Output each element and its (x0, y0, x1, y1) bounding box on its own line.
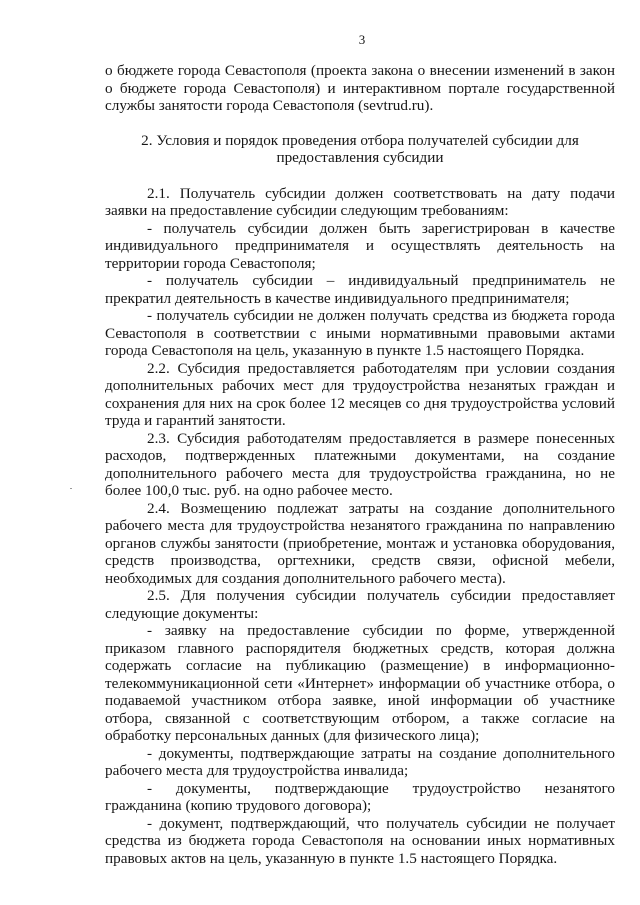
document-employment: - документы, подтверждающие трудоустройство незанятого гражданина (копию трудового договора); (105, 779, 615, 814)
paragraph-2-4: 2.4. Возмещению подлежат затраты на создание дополнительного рабочего места для трудоустройства незанятого гражданина по направлению органов службы занятости (приобретение, монтаж и установка оборудования, средств производства, оргтехники, средств связи, офисной мебели, необходимых для создания дополнительного рабочего места). (105, 499, 615, 587)
paragraph-2-3: 2.3. Субсидия работодателям предоставляется в размере понесенных расходов, подтвержденных платежными документами, на создание дополнительного рабочего места для трудоустройства гражданина, но не более 100,0 тыс. руб. на одно рабочее место. (105, 429, 615, 499)
intro-paragraph: о бюджете города Севастополя (проекта закона о внесении изменений в закон о бюджете города Севастополя) и интерактивном портале государственной службы занятости города Севастополя (sevtrud.ru). (105, 62, 615, 114)
scan-mark (70, 488, 72, 489)
document-no-other-funds: - документ, подтверждающий, что получатель субсидии не получает средства из бюджета города Севастополя на основании иных нормативных правовых актов на цель, указанную в пункте 1.5 настоящего Порядка. (105, 814, 615, 867)
paragraph-2-1: 2.1. Получатель субсидии должен соответствовать на дату подачи заявки на предоставление субсидии следующим требованиям: (105, 184, 615, 219)
requirement-active: - получатель субсидии – индивидуальный предприниматель не прекратил деятельность в качестве индивидуального предпринимателя; (105, 272, 615, 307)
section-heading: 2. Условия и порядок проведения отбора получателей субсидии для предоставления субсидии (141, 131, 579, 166)
document-costs: - документы, подтверждающие затраты на создание дополнительного рабочего места для трудоустройства инвалида; (105, 744, 615, 779)
document-body (105, 62, 615, 867)
paragraph-2-2: 2.2. Субсидия предоставляется работодателям при условии создания дополнительных рабочих мест для трудоустройства незанятых граждан и сохранения для них на срок более 12 месяцев со дня трудоустройства условий труда и гарантий занятости. (105, 359, 615, 429)
page-number: 3 (358, 32, 366, 47)
requirement-no-other-funds: - получатель субсидии не должен получать средства из бюджета города Севастополя в соответствии с иными нормативными правовыми актами города Севастополя на цель, указанную в пункте 1.5 настоящего Порядка. (105, 307, 615, 359)
paragraph-2-5: 2.5. Для получения субсидии получатель субсидии предоставляет следующие документы: (105, 587, 615, 622)
document-application: - заявку на предоставление субсидии по форме, утвержденной приказом главного распорядителя бюджетных средств, которая должна содержать согласие на публикацию (размещение) в информационно-телекоммуникационной сети «Интернет» информации об участнике отбора, о подаваемой участником отбора заявке, иной информации об участнике отбора, связанной с соответствующим отбором, а также согласие на обработку персональных данных (для физического лица); (105, 622, 615, 744)
requirement-registration: - получатель субсидии должен быть зарегистрирован в качестве индивидуального предпринимателя и осуществлять деятельность на территории города Севастополя; (105, 219, 615, 272)
